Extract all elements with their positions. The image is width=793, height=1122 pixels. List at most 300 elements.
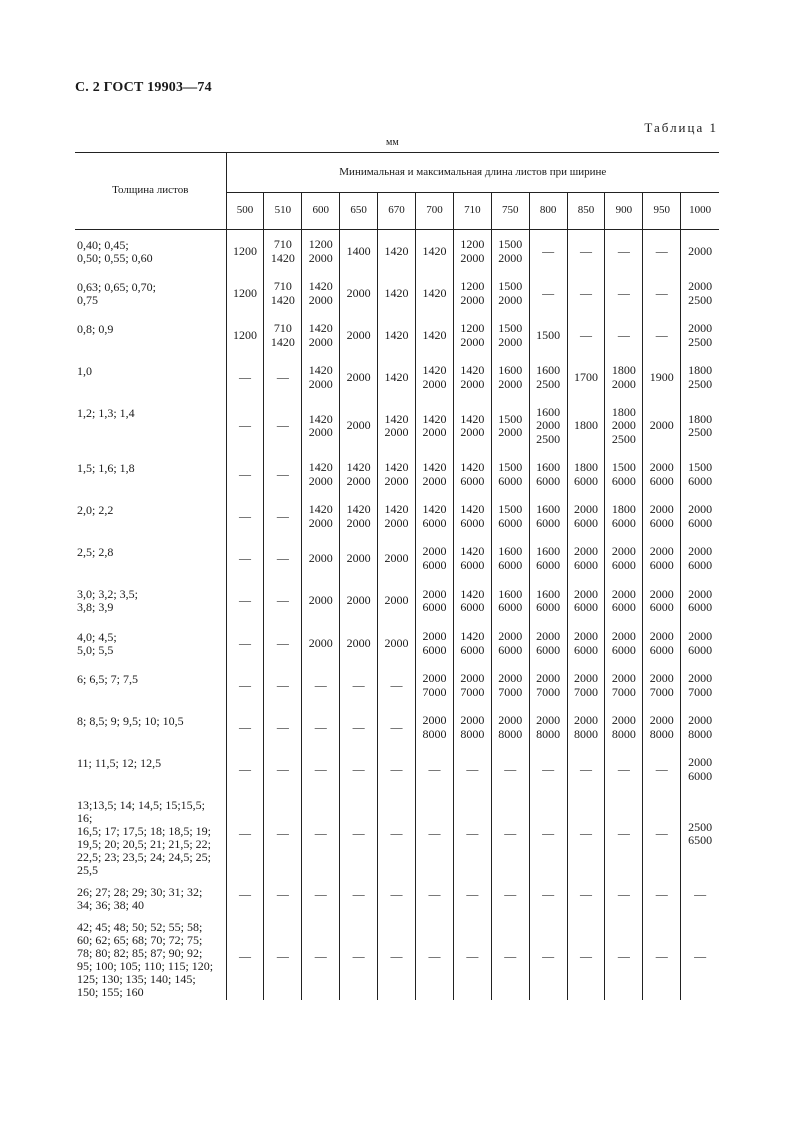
length-value: 2000 <box>688 544 713 558</box>
length-value: 1800 <box>574 418 598 433</box>
dash-value: — <box>314 887 327 902</box>
length-value: 2000 <box>422 713 447 727</box>
length-cell-1000 <box>681 790 719 877</box>
width-header-800: 800 <box>529 193 567 230</box>
length-value: 1500 <box>536 327 561 342</box>
length-cell-670 <box>378 706 416 748</box>
length-value: 6000 <box>498 473 523 488</box>
length-cell-950 <box>643 664 681 706</box>
dash-value: — <box>276 719 289 734</box>
thickness-cell <box>75 790 226 877</box>
dash-value: — <box>617 761 630 776</box>
thickness-line: 34; 36; 38; 40 <box>77 897 145 912</box>
length-value: 1420 <box>308 502 333 516</box>
length-value: 1600 <box>536 502 561 516</box>
length-value: 1700 <box>574 369 598 384</box>
length-cell-800 <box>529 748 567 790</box>
length-value: 6000 <box>574 557 598 572</box>
length-cell-800 <box>529 790 567 877</box>
length-cell-500 <box>226 356 264 398</box>
length-value: 1500 <box>611 460 636 474</box>
length-cell-670 <box>378 356 416 398</box>
width-header-1000: 1000 <box>681 193 719 230</box>
dash-value: — <box>314 677 327 692</box>
length-cell-950 <box>643 356 681 398</box>
table-row <box>75 453 719 495</box>
length-cell-510 <box>264 398 302 453</box>
length-cell-710 <box>453 664 491 706</box>
length-cell-500 <box>226 398 264 453</box>
length-cell-510 <box>264 790 302 877</box>
thickness-line: 0,40; 0,45; <box>77 238 129 252</box>
thickness-line: 11; 11,5; 12; 12,5 <box>77 755 162 770</box>
length-value: 2000 <box>498 376 523 391</box>
length-cell-500 <box>226 272 264 314</box>
length-value: 6000 <box>611 557 636 572</box>
length-value: 8000 <box>422 726 447 741</box>
dash-value: — <box>238 508 251 523</box>
length-value: 2000 <box>422 544 447 558</box>
length-cell-670 <box>378 748 416 790</box>
dash-value: — <box>238 677 251 692</box>
length-cell-600 <box>302 706 340 748</box>
thickness-line: 1,0 <box>77 363 92 378</box>
length-cell-900 <box>605 748 643 790</box>
dash-value: — <box>580 285 592 300</box>
length-cell-650 <box>340 664 378 706</box>
length-value: 2000 <box>346 369 371 384</box>
length-cell-750 <box>491 790 529 877</box>
length-value: 2000 <box>346 285 371 300</box>
length-value: 1420 <box>460 363 485 377</box>
length-value: 1200 <box>460 279 485 293</box>
length-value: 2000 <box>649 629 674 643</box>
dash-value: — <box>276 508 289 523</box>
width-header-500: 500 <box>226 193 264 230</box>
thickness-line: 78; 80; 82; 85; 87; 90; 92; <box>77 945 203 960</box>
dash-value: — <box>655 826 668 841</box>
length-cell-950 <box>643 622 681 664</box>
length-value: 2000 <box>460 713 485 727</box>
dash-value: — <box>542 285 555 300</box>
length-value: 1500 <box>498 411 523 426</box>
thickness-line: 42; 45; 48; 50; 52; 55; 58; <box>77 919 203 934</box>
thickness-line: 60; 62; 65; 68; 70; 72; 75; <box>77 932 203 947</box>
length-cell-500 <box>226 790 264 877</box>
dash-value: — <box>542 244 555 258</box>
thickness-line: 0,63; 0,65; 0,70; <box>77 279 157 294</box>
length-cell-700 <box>416 272 454 314</box>
length-cell-800 <box>529 398 567 453</box>
length-value: 2000 <box>688 755 713 769</box>
length-cell-750 <box>491 664 529 706</box>
dash-value: — <box>276 418 289 433</box>
dash-value: — <box>542 761 555 776</box>
thickness-line: 25,5 <box>77 862 98 877</box>
length-cell-600 <box>302 230 340 272</box>
length-value: 2000 <box>346 593 371 608</box>
thickness-cell <box>75 579 226 622</box>
length-cell-1000 <box>681 537 719 579</box>
length-cell-600 <box>302 748 340 790</box>
thickness-cell <box>75 912 226 1000</box>
length-cell-600 <box>302 664 340 706</box>
length-value: 2000 <box>688 629 713 643</box>
table-row <box>75 748 719 790</box>
length-value: 6000 <box>574 473 598 488</box>
length-cell-510 <box>264 453 302 495</box>
length-value: 2000 <box>346 327 371 342</box>
length-value: 7000 <box>498 684 523 699</box>
length-value: 2000 <box>384 515 409 530</box>
length-cell-800 <box>529 495 567 537</box>
length-value: 1420 <box>422 327 447 342</box>
dash-value: — <box>655 887 668 902</box>
length-cell-800 <box>529 706 567 748</box>
length-value: 2000 <box>308 635 333 650</box>
dash-value: — <box>238 369 251 384</box>
length-cell-510 <box>264 579 302 622</box>
length-cell-650 <box>340 453 378 495</box>
length-value: 8000 <box>649 726 674 741</box>
length-cell-710 <box>453 912 491 1000</box>
thickness-line: 1,2; 1,3; 1,4 <box>77 405 135 420</box>
thickness-line: 4,0; 4,5; <box>77 629 117 644</box>
thickness-cell <box>75 398 226 453</box>
length-cell-750 <box>491 453 529 495</box>
length-value: 1420 <box>308 460 333 474</box>
length-value: 1420 <box>422 363 447 377</box>
length-cell-510 <box>264 664 302 706</box>
length-value: 6500 <box>688 833 713 847</box>
dash-value: — <box>390 677 403 692</box>
length-value: 1400 <box>346 244 371 258</box>
dash-value: — <box>352 677 365 692</box>
dash-value: — <box>542 887 555 902</box>
length-cell-700 <box>416 453 454 495</box>
length-value: 7000 <box>611 684 636 699</box>
length-value: 2000 <box>688 502 713 516</box>
length-cell-500 <box>226 453 264 495</box>
dash-value: — <box>276 677 289 692</box>
length-value: 6000 <box>688 642 713 657</box>
length-value: 6000 <box>574 600 598 614</box>
length-value: 1200 <box>232 285 257 300</box>
thickness-line: 3,0; 3,2; 3,5; <box>77 586 139 601</box>
length-cell-850 <box>567 398 605 453</box>
length-value: 1420 <box>422 411 447 426</box>
dash-value: — <box>276 887 289 902</box>
length-cell-500 <box>226 622 264 664</box>
length-value: 1420 <box>460 460 485 474</box>
length-cell-750 <box>491 230 529 272</box>
length-value: 2000 <box>688 713 713 727</box>
dash-value: — <box>390 761 403 776</box>
length-value: 7000 <box>649 684 674 699</box>
length-value: 6000 <box>460 557 485 572</box>
width-header-950: 950 <box>643 193 681 230</box>
length-cell-670 <box>378 453 416 495</box>
length-value: 7000 <box>536 684 561 699</box>
length-value: 2000 <box>611 671 636 685</box>
thickness-line: 95; 100; 105; 110; 115; 120; <box>77 958 214 973</box>
length-value: 6000 <box>688 515 713 530</box>
length-value: 2000 <box>308 292 333 307</box>
length-cell-600 <box>302 622 340 664</box>
length-cell-800 <box>529 877 567 912</box>
length-cell-1000 <box>681 398 719 453</box>
length-cell-500 <box>226 495 264 537</box>
length-value: 2000 <box>649 713 674 727</box>
thickness-line: 19,5; 20; 20,5; 21; 21,5; 22; <box>77 836 212 851</box>
length-value: 2000 <box>574 629 598 643</box>
length-value: 2000 <box>308 376 333 391</box>
length-value: 1500 <box>498 321 523 335</box>
length-value: 1800 <box>611 363 636 377</box>
length-value: 2500 <box>688 425 713 439</box>
length-value: 6000 <box>649 642 674 657</box>
width-header-710: 710 <box>453 193 491 230</box>
length-cell-650 <box>340 356 378 398</box>
units-label: мм <box>386 137 399 148</box>
length-value: 1420 <box>308 279 333 293</box>
length-cell-510 <box>264 495 302 537</box>
length-value: 1500 <box>498 502 523 516</box>
table-row <box>75 579 719 622</box>
dash-value: — <box>276 369 289 384</box>
length-value: 1420 <box>270 292 295 307</box>
length-cell-850 <box>567 579 605 622</box>
length-cell-650 <box>340 706 378 748</box>
length-cell-670 <box>378 579 416 622</box>
length-cell-710 <box>453 495 491 537</box>
length-cell-510 <box>264 622 302 664</box>
dash-value: — <box>428 761 441 776</box>
length-value: 2000 <box>384 473 409 488</box>
length-value: 2000 <box>422 671 447 685</box>
length-value: 8000 <box>611 726 636 741</box>
length-cell-850 <box>567 790 605 877</box>
length-value: 2000 <box>649 418 674 433</box>
table-row <box>75 272 719 314</box>
length-cell-500 <box>226 230 264 272</box>
length-value: 2000 <box>308 250 333 265</box>
length-value: 2000 <box>498 671 523 685</box>
width-header-700: 700 <box>416 193 454 230</box>
length-value: 2000 <box>574 671 598 685</box>
thickness-line: 125; 130; 135; 140; 145; <box>77 971 196 986</box>
length-value: 1200 <box>460 321 485 335</box>
length-value: 1500 <box>498 279 523 293</box>
length-cell-850 <box>567 230 605 272</box>
length-cell-900 <box>605 314 643 356</box>
length-value: 1800 <box>688 363 713 377</box>
length-cell-600 <box>302 790 340 877</box>
length-cell-510 <box>264 912 302 1000</box>
length-value: 2000 <box>611 586 636 601</box>
length-value: 2000 <box>308 550 333 565</box>
length-value: 6000 <box>498 600 523 614</box>
dash-value: — <box>352 948 365 963</box>
length-cell-500 <box>226 912 264 1000</box>
thickness-line: 1,5; 1,6; 1,8 <box>77 460 135 475</box>
table-row <box>75 664 719 706</box>
length-value: 710 <box>273 279 292 293</box>
length-value: 6000 <box>460 600 485 614</box>
length-cell-700 <box>416 664 454 706</box>
length-cell-1000 <box>681 272 719 314</box>
length-cell-1000 <box>681 622 719 664</box>
length-value: 6000 <box>611 642 636 657</box>
dash-value: — <box>238 887 251 902</box>
length-value: 1600 <box>536 404 561 419</box>
dash-value: — <box>617 887 630 902</box>
length-cell-500 <box>226 537 264 579</box>
length-cell-950 <box>643 230 681 272</box>
length-cell-600 <box>302 356 340 398</box>
width-header-650: 650 <box>340 193 378 230</box>
length-cell-510 <box>264 748 302 790</box>
length-cell-850 <box>567 537 605 579</box>
length-cell-600 <box>302 453 340 495</box>
length-cell-1000 <box>681 356 719 398</box>
length-value: 2000 <box>498 334 523 349</box>
length-value: 2000 <box>460 250 485 265</box>
length-cell-600 <box>302 579 340 622</box>
length-cell-700 <box>416 314 454 356</box>
length-value: 1500 <box>498 237 523 252</box>
length-cell-700 <box>416 495 454 537</box>
thickness-line: 0,8; 0,9 <box>77 321 114 336</box>
length-value: 8000 <box>688 726 713 741</box>
dash-value: — <box>390 887 403 902</box>
dash-value: — <box>314 948 327 963</box>
dash-value: — <box>276 635 289 650</box>
length-value: 2000 <box>536 671 561 685</box>
thickness-cell <box>75 230 226 272</box>
length-value: 6000 <box>422 515 447 530</box>
length-value: 2000 <box>422 473 447 488</box>
length-cell-500 <box>226 706 264 748</box>
length-cell-800 <box>529 664 567 706</box>
length-cell-850 <box>567 748 605 790</box>
dash-value: — <box>238 593 251 608</box>
length-cell-1000 <box>681 706 719 748</box>
length-cell-710 <box>453 537 491 579</box>
length-value: 2000 <box>688 321 713 335</box>
length-cell-900 <box>605 912 643 1000</box>
length-value: 1500 <box>498 460 523 474</box>
length-cell-850 <box>567 314 605 356</box>
length-cell-500 <box>226 664 264 706</box>
thickness-cell <box>75 495 226 537</box>
dash-value: — <box>238 948 251 963</box>
length-cell-850 <box>567 453 605 495</box>
length-value: 2000 <box>688 671 713 685</box>
length-cell-700 <box>416 398 454 453</box>
length-value: 2000 <box>536 713 561 727</box>
length-cell-650 <box>340 579 378 622</box>
dash-value: — <box>580 761 592 776</box>
length-cell-900 <box>605 230 643 272</box>
width-group-header: Минимальная и максимальная длина листов при ширине <box>226 153 719 193</box>
thickness-line: 16,5; 17; 17,5; 18; 18,5; 19; <box>77 823 212 838</box>
length-value: 1420 <box>422 285 447 300</box>
length-value: 2000 <box>346 635 371 650</box>
length-cell-700 <box>416 790 454 877</box>
length-cell-1000 <box>681 314 719 356</box>
thickness-cell <box>75 664 226 706</box>
length-value: 6000 <box>498 557 523 572</box>
length-cell-950 <box>643 398 681 453</box>
length-value: 7000 <box>460 684 485 699</box>
length-value: 2000 <box>346 515 371 530</box>
dash-value: — <box>314 719 327 734</box>
dash-value: — <box>466 887 479 902</box>
thickness-line: 5,0; 5,5 <box>77 642 114 657</box>
length-value: 1420 <box>422 244 447 258</box>
length-value: 2500 <box>688 819 713 834</box>
length-cell-750 <box>491 579 529 622</box>
length-cell-700 <box>416 877 454 912</box>
dash-value: — <box>390 719 403 734</box>
thickness-cell <box>75 272 226 314</box>
dash-value: — <box>238 719 251 734</box>
length-cell-750 <box>491 748 529 790</box>
length-cell-800 <box>529 272 567 314</box>
dash-value: — <box>655 244 668 258</box>
length-cell-950 <box>643 912 681 1000</box>
dash-value: — <box>314 761 327 776</box>
length-cell-950 <box>643 706 681 748</box>
length-cell-710 <box>453 314 491 356</box>
length-cell-700 <box>416 579 454 622</box>
length-cell-650 <box>340 912 378 1000</box>
length-cell-850 <box>567 356 605 398</box>
length-value: 2000 <box>574 586 598 601</box>
length-cell-600 <box>302 314 340 356</box>
length-cell-510 <box>264 356 302 398</box>
length-value: 2000 <box>574 544 598 558</box>
length-value: 2500 <box>688 334 713 349</box>
length-value: 6000 <box>611 600 636 614</box>
length-value: 2000 <box>688 244 713 258</box>
length-cell-650 <box>340 314 378 356</box>
length-value: 6000 <box>536 600 561 614</box>
length-cell-900 <box>605 790 643 877</box>
dimensions-table <box>75 152 719 1000</box>
dash-value: — <box>466 948 479 963</box>
length-cell-650 <box>340 230 378 272</box>
length-cell-950 <box>643 495 681 537</box>
length-value: 1420 <box>308 411 333 426</box>
length-value: 1800 <box>611 404 636 419</box>
length-cell-670 <box>378 230 416 272</box>
length-cell-1000 <box>681 877 719 912</box>
dash-value: — <box>390 826 403 841</box>
length-value: 2000 <box>460 671 485 685</box>
length-cell-710 <box>453 579 491 622</box>
table-row <box>75 537 719 579</box>
dash-value: — <box>694 948 707 963</box>
length-value: 6000 <box>460 515 485 530</box>
dash-value: — <box>276 826 289 841</box>
length-value: 1200 <box>308 237 333 252</box>
length-value: 1420 <box>422 460 447 474</box>
table-row <box>75 790 719 877</box>
dash-value: — <box>580 826 592 841</box>
thickness-line: 26; 27; 28; 29; 30; 31; 32; <box>77 884 203 899</box>
